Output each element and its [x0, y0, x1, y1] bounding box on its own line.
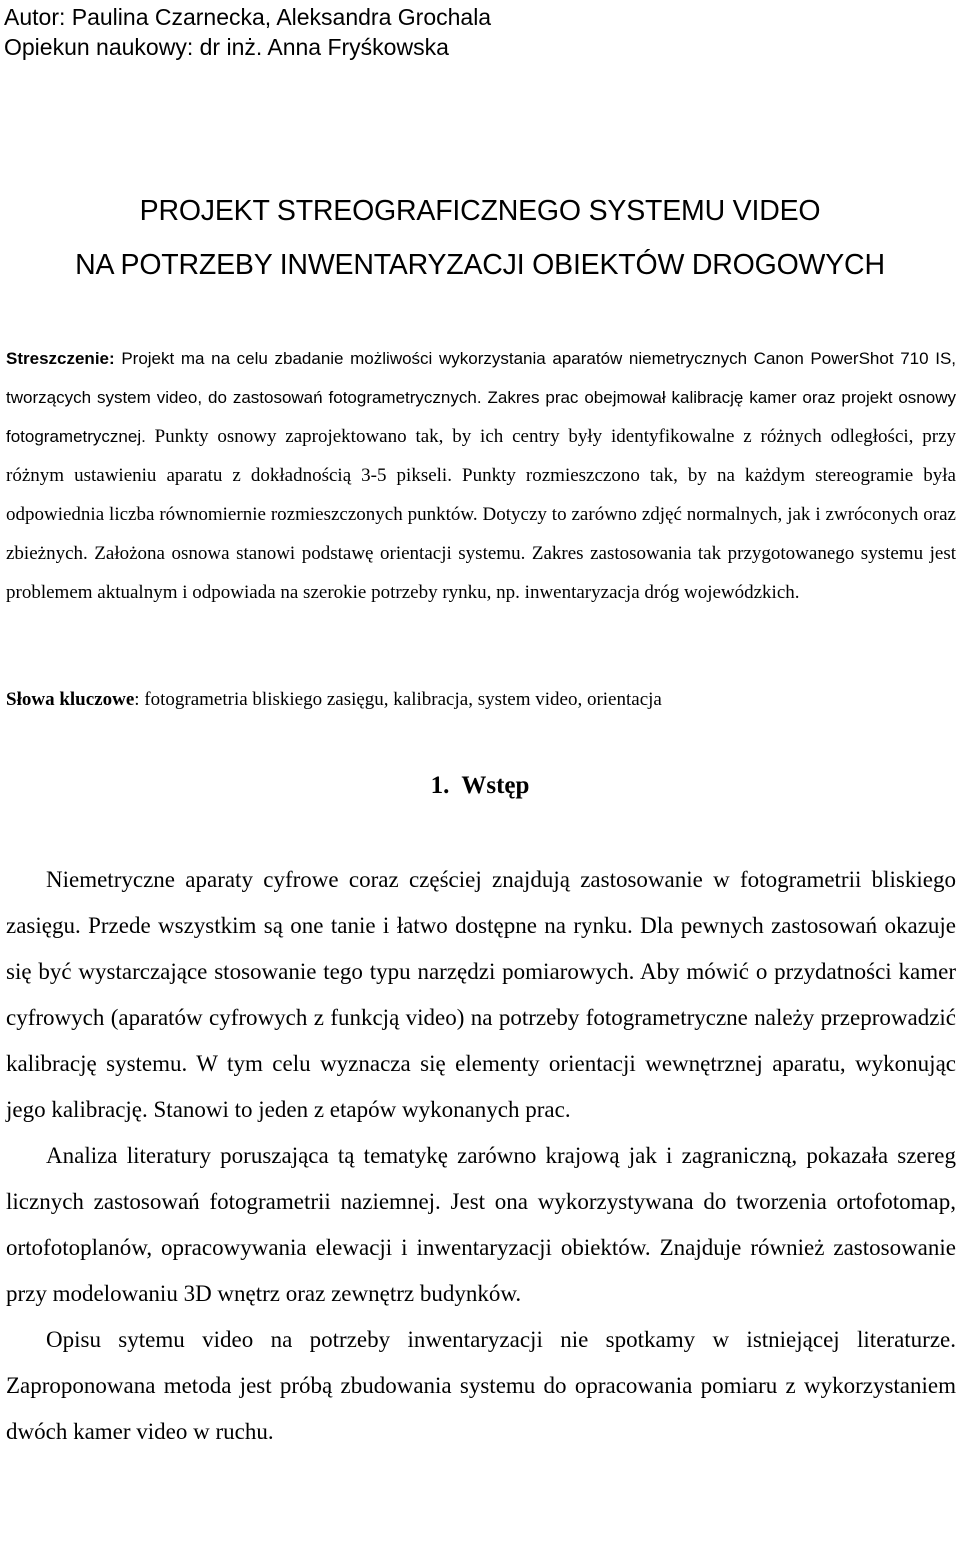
authors-line: Autor: Paulina Czarnecka, Aleksandra Grochala — [4, 4, 492, 30]
abstract-label: Streszczenie: — [6, 349, 115, 368]
supervisor-line: Opiekun naukowy: dr inż. Anna Fryśkowska — [4, 34, 449, 60]
abstract-text-part1: Projekt ma na celu zbadanie możliwości wykorzystania aparatów niemetrycznych Canon PowerShot 710 IS, tworzących system video, do zastosowań fotogrametrycznych. Zakres prac obejmował kalibrację kamer oraz projekt osnowy fotogrametrycznej. — [6, 349, 956, 446]
body-text — [6, 857, 956, 1455]
keywords-text: : fotogrametria bliskiego zasięgu, kalibracja, system video, orientacja — [134, 689, 662, 710]
abstract-text-part2: Punkty osnowy zaprojektowano tak, by ich centry były identyfikowalne z różnych odległości, przy różnym ustawieniu aparatu z dokładnością 3-5 pikseli. Punkty rozmieszczono tak, by na każdym stereogramie była odpowiednia liczba równomiernie rozmieszczonych punktów. Dotyczy to zarówno zdjęć normalnych, jak i zwróconych oraz zbieżnych. Założona osnowa stanowi podstawę orientacji systemu. Zakres zastosowania tak przygotowanego systemu jest problemem aktualnym i odpowiada na szerokie potrzeby rynku, np. inwentaryzacja dróg wojewódzkich. — [6, 426, 956, 603]
body-paragraph: Opisu sytemu video na potrzeby inwentaryzacji nie spotkamy w istniejącej literaturze. Zaproponowana metoda jest próbą zbudowania systemu do opracowania pomiaru z wykorzystaniem dwóch kamer video w ruchu. — [6, 1327, 956, 1444]
title-line-1: PROJEKT STREOGRAFICZNEGO SYSTEMU VIDEO — [139, 195, 821, 227]
body-paragraph: Analiza literatury poruszająca tą tematykę zarówno krajową jak i zagraniczną, pokazała szereg licznych zastosowań fotogrametrii naziemnej. Jest ona wykorzystywana do tworzenia ortofotomap, ortofotoplanów, opracowywania elewacji i inwentaryzacji obiektów. Znajduje również zastosowanie przy modelowaniu 3D wnętrz oraz zewnętrz budynków. — [6, 1143, 956, 1306]
section-heading: 1. Wstęp — [430, 772, 530, 799]
author-block — [4, 2, 954, 62]
paper-title — [0, 184, 960, 292]
keywords-label: Słowa kluczowe — [6, 689, 135, 710]
body-paragraph: Niemetryczne aparaty cyfrowe coraz częściej znajdują zastosowanie w fotogrametrii bliskiego zasięgu. Przede wszystkim są one tanie i łatwo dostępne na rynku. Dla pewnych zastosowań okazuje się być wystarczające stosowanie tego typu narzędzi pomiarowych. Aby mówić o przydatności kamer cyfrowych (aparatów cyfrowych z funkcją video) na potrzeby fotogrametryczne należy przeprowadzić kalibrację systemu. W tym celu wyznacza się elementy orientacji wewnętrznej aparatu, wykonując jego kalibrację. Stanowi to jeden z etapów wykonanych prac. — [6, 867, 956, 1122]
keywords — [6, 682, 956, 718]
abstract — [6, 339, 956, 612]
title-line-2: NA POTRZEBY INWENTARYZACJI OBIEKTÓW DROGOWYCH — [75, 249, 885, 281]
